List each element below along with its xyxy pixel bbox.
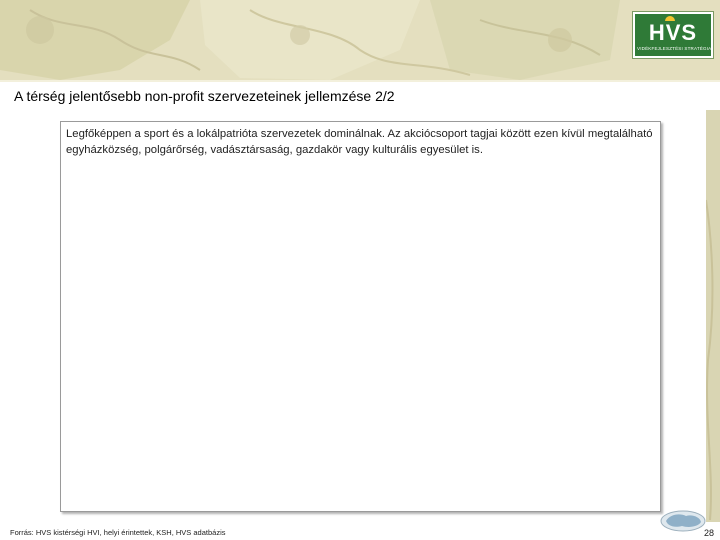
page-number: 28 (703, 528, 714, 538)
logo-sub-text: VIDÉKFEJLESZTÉSI STRATÉGIA (637, 46, 712, 51)
page-title: A térség jelentősebb non-profit szervezeteinek jellemzése 2/2 (14, 88, 395, 104)
text-box (60, 121, 661, 512)
body-text: Legfőképpen a sport és a lokálpatrióta szervezetek dominálnak. Az akciócsoport tagjai között ezen kívül megtalálható egyházközség, polgárőrség, vadásztársaság, gazdakör vagy kulturális egyesület is. (66, 128, 653, 156)
hvs-logo-icon (633, 12, 713, 58)
hungary-map-emblem-icon (660, 510, 706, 532)
logo-main-text: HVS (648, 20, 698, 45)
source-note: Forrás: HVS kistérségi HVI, helyi érintettek, KSH, HVS adatbázis (10, 528, 226, 537)
